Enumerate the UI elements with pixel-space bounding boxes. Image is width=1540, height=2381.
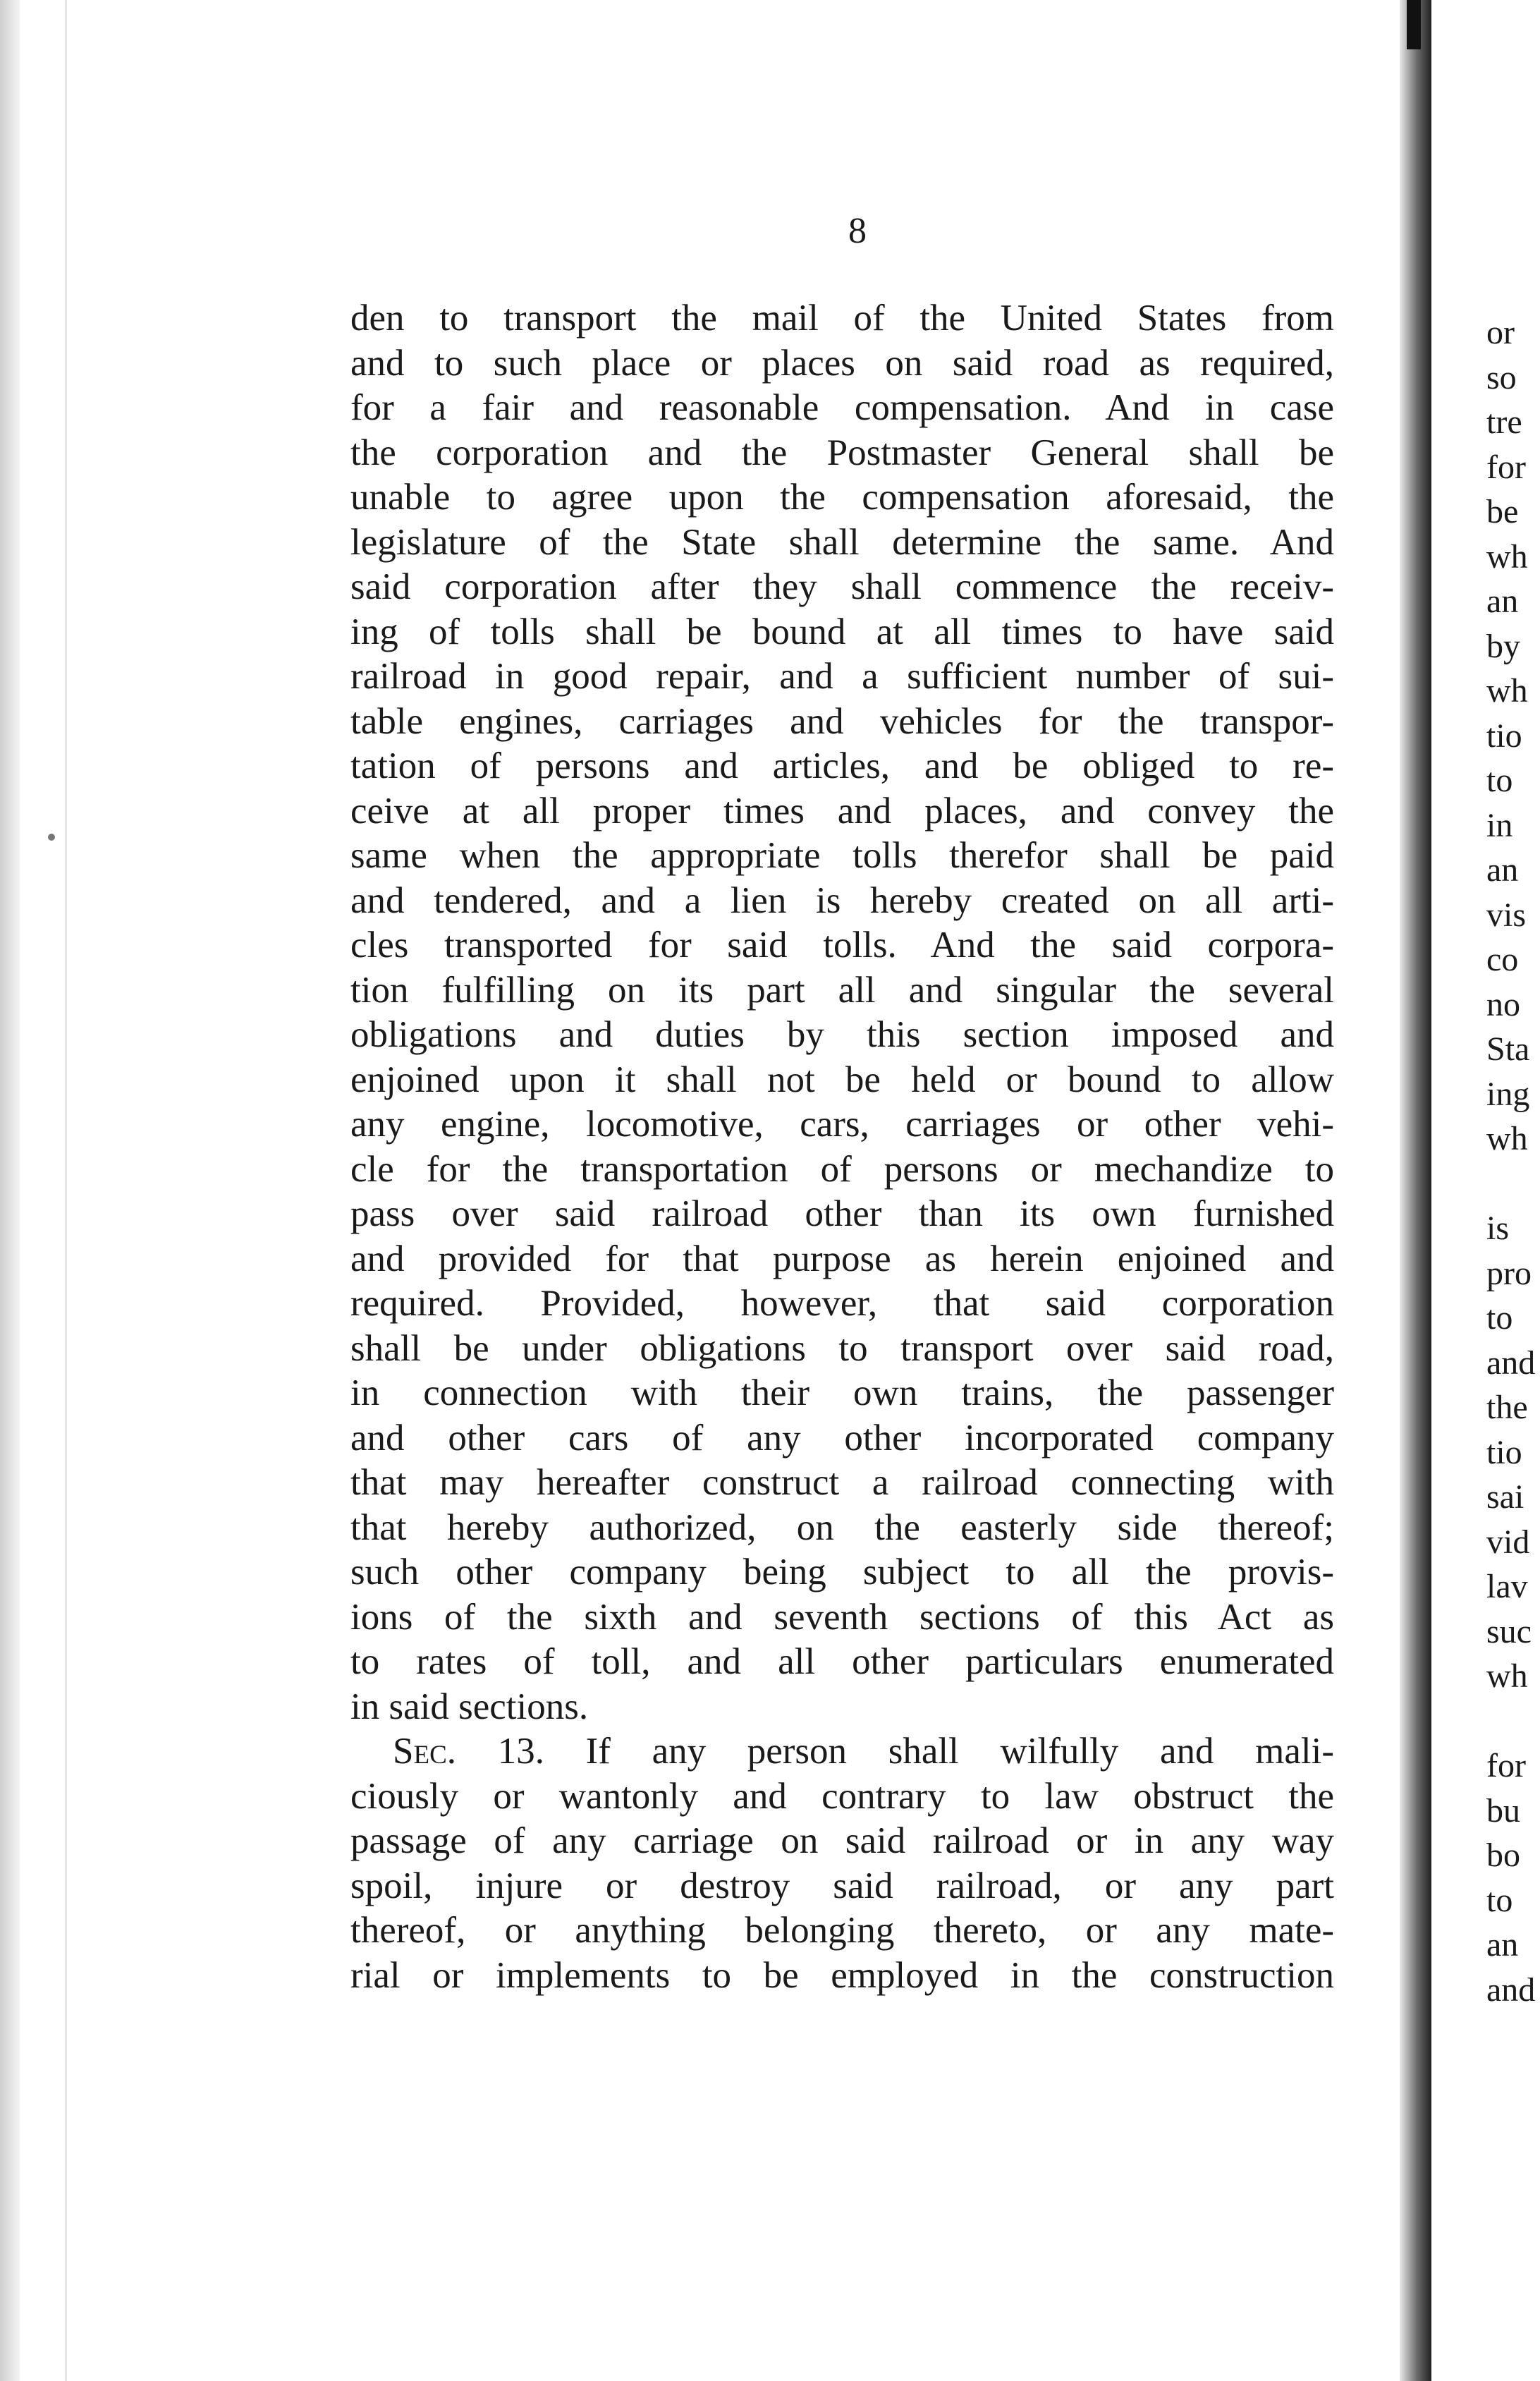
- scan-left-edge: [0, 0, 20, 2381]
- text-line: for a fair and reasonable compensation. And in case: [350, 387, 1334, 428]
- text-line: required. Provided, however, that said corporation: [350, 1283, 1334, 1324]
- text-line: and provided for that purpose as herein enjoined and: [350, 1238, 1334, 1279]
- facing-page-fragment: is: [1486, 1210, 1510, 1247]
- facing-page-fragment: be: [1486, 493, 1519, 530]
- facing-page-fragment: tio: [1486, 717, 1522, 755]
- text-line: enjoined upon it shall not be held or bound to allow: [350, 1059, 1334, 1100]
- text-line: ciously or wantonly and contrary to law obstruct the: [350, 1775, 1334, 1817]
- facing-page-fragment: ing: [1486, 1075, 1530, 1113]
- text-line: said corporation after they shall commence the receiv-: [350, 566, 1334, 607]
- text-line: and tendered, and a lien is hereby created on all arti-: [350, 879, 1334, 921]
- scan-speck: [48, 834, 55, 841]
- text-line: and to such place or places on said road as required,: [350, 342, 1334, 384]
- text-line: in connection with their own trains, the passenger: [350, 1372, 1334, 1413]
- facing-page-fragment: lav: [1486, 1568, 1528, 1605]
- paragraph-section-13: [350, 1774, 1334, 1999]
- facing-page-fragment: wh: [1486, 1657, 1528, 1695]
- facing-page-fragment: suc: [1486, 1612, 1532, 1650]
- facing-page-fragment: vid: [1486, 1523, 1530, 1561]
- facing-page-fragment: to: [1486, 1299, 1513, 1336]
- section-label: Sec.: [393, 1731, 457, 1772]
- facing-page-fragment: tio: [1486, 1433, 1522, 1471]
- facing-page-fragment: and: [1486, 1344, 1536, 1382]
- body-text: [350, 296, 1334, 1998]
- facing-page-fragment: to: [1486, 1881, 1513, 1919]
- facing-page-fragment: no: [1486, 985, 1520, 1023]
- section-13-first-line: If any person shall wilfully and mali-: [585, 1731, 1335, 1772]
- facing-page-fragment: in: [1486, 806, 1513, 844]
- facing-page-fragment: sai: [1486, 1478, 1524, 1516]
- text-line: rial or implements to be employed in the construction: [350, 1954, 1334, 1996]
- book-gutter-top: [1407, 0, 1421, 49]
- facing-page-fragment: the: [1486, 1389, 1528, 1426]
- text-line: table engines, carriages and vehicles for the transpor-: [350, 700, 1334, 742]
- facing-page-fragment: pro: [1486, 1254, 1532, 1292]
- facing-page-fragment: Sta: [1486, 1030, 1530, 1068]
- text-line: cles transported for said tolls. And the said corpora-: [350, 925, 1334, 966]
- text-line: that hereby authorized, on the easterly side thereof;: [350, 1506, 1334, 1548]
- text-line: railroad in good repair, and a sufficient number of sui-: [350, 656, 1334, 697]
- facing-page-fragment: bu: [1486, 1791, 1520, 1829]
- text-line: pass over said railroad other than its own furnished: [350, 1193, 1334, 1234]
- paragraph-section-12: [350, 296, 1334, 1729]
- facing-page-fragment: wh: [1486, 1120, 1528, 1157]
- text-line: and other cars of any other incorporated company: [350, 1417, 1334, 1459]
- text-line: the corporation and the Postmaster General shall be: [350, 432, 1334, 473]
- text-line: thereof, or anything belonging thereto, or any mate-: [350, 1910, 1334, 1951]
- text-line: passage of any carriage on said railroad or in any way: [350, 1820, 1334, 1861]
- text-line: any engine, locomotive, cars, carriages or other vehi-: [350, 1104, 1334, 1145]
- section-13-heading-line: [350, 1729, 1334, 1774]
- text-line: same when the appropriate tolls therefor shall be paid: [350, 835, 1334, 876]
- facing-page-fragment: or: [1486, 314, 1515, 351]
- text-line: to rates of toll, and all other particulars enumerated: [350, 1641, 1334, 1682]
- facing-page-fragment: [1486, 1699, 1540, 1744]
- facing-page-fragment: an: [1486, 1926, 1519, 1963]
- text-line: spoil, injure or destroy said railroad, or any part: [350, 1865, 1334, 1906]
- facing-page-fragment: wh: [1486, 672, 1528, 710]
- text-line: cle for the transportation of persons or mechandize to: [350, 1148, 1334, 1190]
- text-line: shall be under obligations to transport over said road,: [350, 1327, 1334, 1369]
- facing-page-fragment: wh: [1486, 537, 1528, 576]
- facing-page-fragment: to: [1486, 762, 1513, 799]
- facing-page-fragment: and: [1486, 1971, 1536, 2009]
- facing-page-fragment: vis: [1486, 896, 1527, 934]
- facing-page-fragment: so: [1486, 358, 1517, 396]
- facing-page-fragment: for: [1486, 448, 1526, 486]
- text-line: ceive at all proper times and places, and convey the: [350, 790, 1334, 832]
- section-number: 13.: [497, 1731, 544, 1772]
- scan-margin-line: [65, 0, 67, 2381]
- facing-page-fragment: bo: [1486, 1837, 1520, 1874]
- facing-page-fragment: an: [1486, 851, 1519, 889]
- text-line: unable to agree upon the compensation aforesaid, the: [350, 477, 1334, 518]
- page-number: 8: [848, 211, 867, 251]
- text-line: that may hereafter construct a railroad connecting with: [350, 1462, 1334, 1503]
- facing-page-fragment: [1486, 1162, 1540, 1207]
- facing-page-fragment: for: [1486, 1747, 1526, 1784]
- text-line: tion fulfilling on its part all and singular the several: [350, 969, 1334, 1011]
- facing-page-fragment: co: [1486, 941, 1519, 978]
- text-line: ions of the sixth and seventh sections of this Act as: [350, 1596, 1334, 1638]
- facing-page-fragment: an: [1486, 583, 1519, 620]
- text-line: den to transport the mail of the United States from: [350, 298, 1334, 339]
- facing-page-edge-text: [1486, 310, 1540, 2012]
- text-line: ing of tolls shall be bound at all times to have said: [350, 611, 1334, 652]
- book-gutter-shadow: [1400, 0, 1431, 2381]
- text-line: obligations and duties by this section imposed and: [350, 1014, 1334, 1055]
- text-line: tation of persons and articles, and be obliged to re-: [350, 745, 1334, 786]
- facing-page-fragment: tre: [1486, 403, 1522, 441]
- text-line: such other company being subject to all the provis-: [350, 1552, 1334, 1593]
- text-line: in said sections.: [350, 1686, 589, 1727]
- facing-page-fragment: by: [1486, 627, 1520, 665]
- text-line: legislature of the State shall determine the same. And: [350, 521, 1334, 563]
